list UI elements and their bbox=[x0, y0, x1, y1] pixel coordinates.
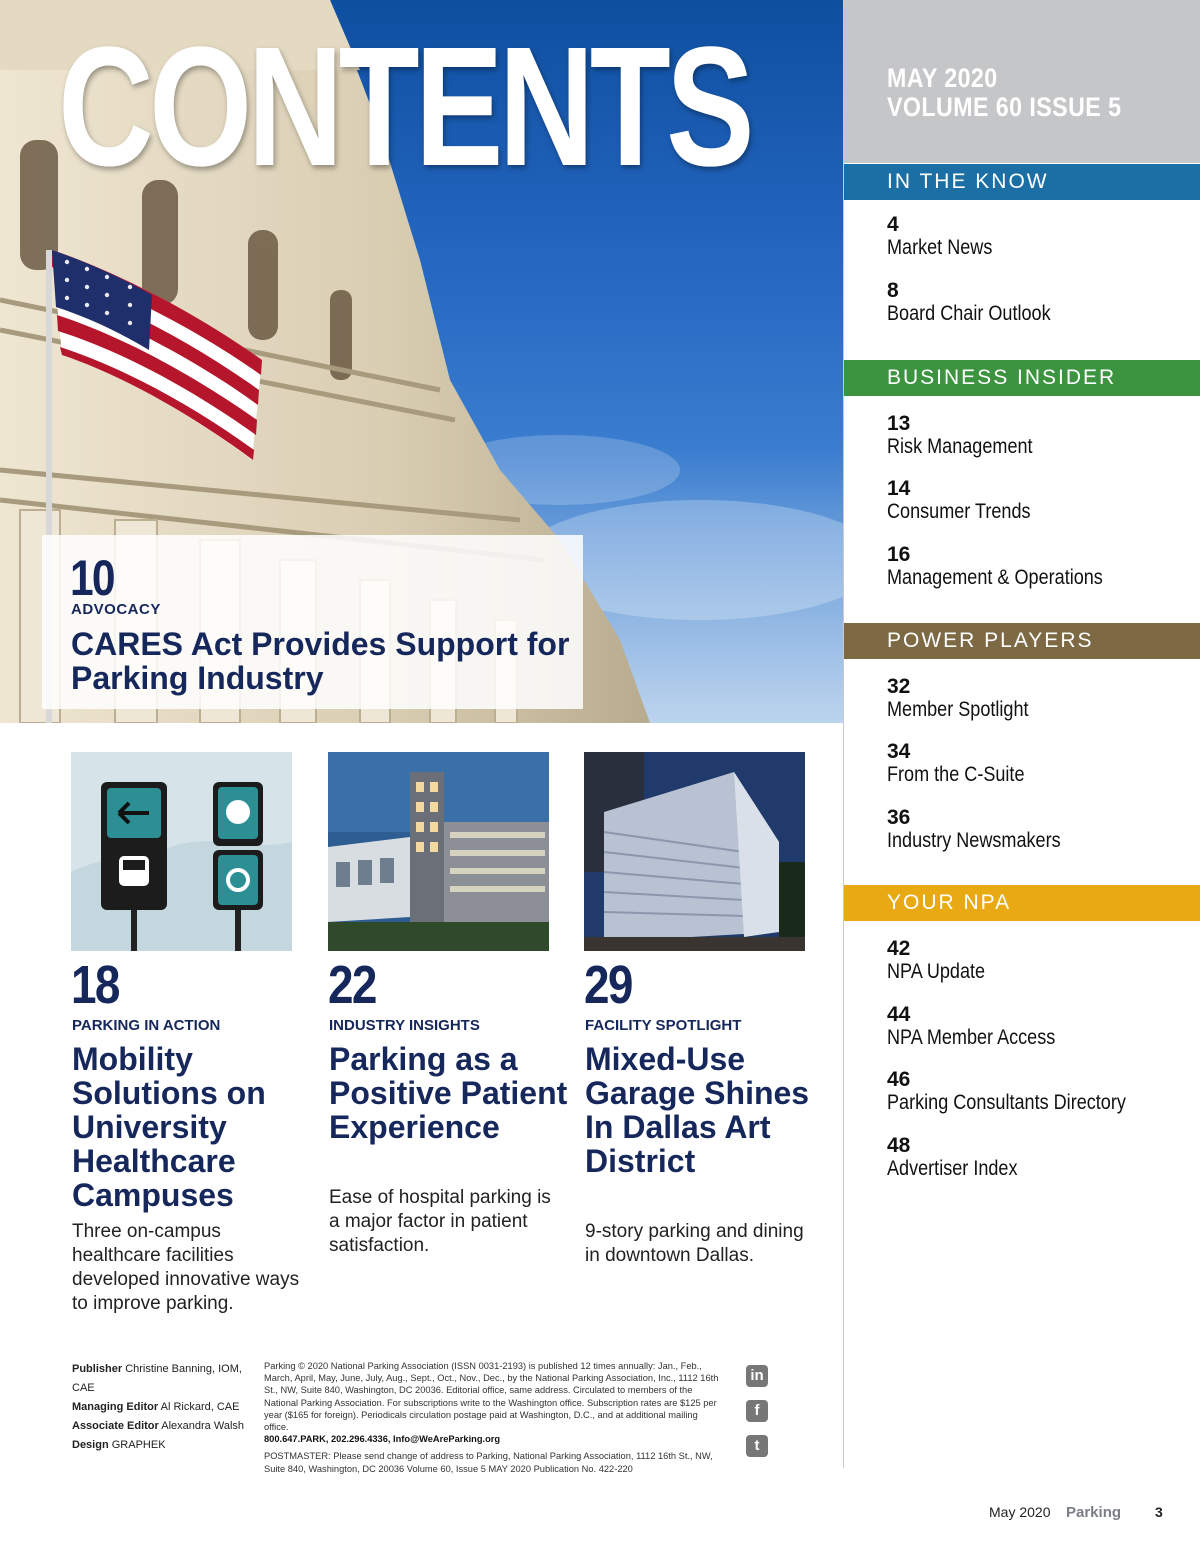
toc-page-number: 48 bbox=[887, 1134, 911, 1157]
toc-entry[interactable] bbox=[887, 478, 1197, 524]
feature-story[interactable] bbox=[42, 535, 583, 709]
toc-entry[interactable] bbox=[887, 413, 1197, 459]
mixed-use-garage-image bbox=[584, 752, 805, 951]
article-category: PARKING IN ACTION bbox=[72, 1017, 221, 1034]
toc-page-number: 16 bbox=[887, 543, 911, 566]
article-title: Parking as a Positive Patient Experience bbox=[329, 1041, 568, 1145]
toc-entry[interactable] bbox=[887, 938, 1197, 984]
tumblr-icon[interactable]: t bbox=[746, 1435, 768, 1457]
publication-statement bbox=[264, 1360, 720, 1480]
toc-page-number: 42 bbox=[887, 937, 911, 960]
toc-label: Management & Operations bbox=[887, 566, 1103, 589]
toc-label: Risk Management bbox=[887, 435, 1033, 458]
toc-entry[interactable] bbox=[887, 214, 1197, 260]
linkedin-icon[interactable]: in bbox=[746, 1365, 768, 1387]
toc-page-number: 14 bbox=[887, 477, 911, 500]
masthead bbox=[72, 1360, 252, 1455]
postmaster-notice: POSTMASTER: Please send change of address to Parking, National Parking Association, 1112 16th St., NW, Suite 840, Washington, DC 20036 Volume 60, Issue 5 MAY 2020 Publication No. 422-220 bbox=[264, 1451, 713, 1474]
legal-statement: Parking © 2020 National Parking Association (ISSN 0031-2193) is published 12 times annually: Jan., Feb., March, April, May, June, July, Aug., Sept., Oct., Nov., Dec., by the National Parking Association, Inc., 1112 16th St., NW, Suite 840, Washington, DC 20036. Editorial office, same address. Circulated to members of the National Parking Association. For subscriptions write to the Washington office. Subscription rates are $125 per year ($165 for foreign). Periodicals circulation postage paid at Washington, D.C., and at additional mailing office. 800.647.PARK, 202.296.4336, Info@WeAreParking.org bbox=[264, 1361, 719, 1445]
toc-entry[interactable] bbox=[887, 1135, 1197, 1181]
toc-entry[interactable] bbox=[887, 544, 1197, 590]
toc-entry[interactable] bbox=[887, 676, 1197, 722]
masthead-line: Managing Editor Al Rickard, CAE bbox=[72, 1401, 240, 1413]
article-page-number: 18 bbox=[71, 955, 119, 1015]
toc-entry[interactable] bbox=[887, 280, 1197, 326]
toc-label: NPA Update bbox=[887, 960, 986, 983]
masthead-line: Design GRAPHEK bbox=[72, 1439, 166, 1451]
toc-page-number: 34 bbox=[887, 740, 911, 763]
footer-date: May 2020 bbox=[989, 1504, 1051, 1520]
page-number: 3 bbox=[1155, 1504, 1163, 1520]
section-header-in-the-know: IN THE KNOW bbox=[844, 164, 1200, 200]
section-header-your-npa: YOUR NPA bbox=[844, 885, 1200, 921]
toc-label: Market News bbox=[887, 236, 993, 259]
contact-info: 800.647.PARK, 202.296.4336, Info@WeAreParking.org bbox=[264, 1434, 501, 1445]
issue-info bbox=[844, 0, 1200, 163]
issue-date: MAY 2020 bbox=[887, 63, 998, 93]
toc-label: Member Spotlight bbox=[887, 698, 1029, 721]
page-title: CONTENTS bbox=[58, 12, 750, 202]
section-header-business-insider: BUSINESS INSIDER bbox=[844, 360, 1200, 396]
toc-page-number: 8 bbox=[887, 279, 899, 302]
masthead-line: Publisher Christine Banning, IOM, CAE bbox=[72, 1363, 242, 1394]
feature-category: ADVOCACY bbox=[71, 601, 161, 618]
toc-entry[interactable] bbox=[887, 1069, 1197, 1115]
article-description: Three on-campus healthcare facilities developed innovative ways to improve parking. bbox=[72, 1221, 300, 1314]
feature-page-number: 10 bbox=[70, 550, 114, 606]
toc-entry[interactable] bbox=[887, 1004, 1197, 1050]
article-category: INDUSTRY INSIGHTS bbox=[329, 1017, 480, 1034]
toc-label: Parking Consultants Directory bbox=[887, 1091, 1126, 1114]
toc-label: Advertiser Index bbox=[887, 1157, 1018, 1180]
toc-page-number: 44 bbox=[887, 1003, 911, 1026]
article-page-number: 22 bbox=[328, 955, 376, 1015]
toc-label: Industry Newsmakers bbox=[887, 829, 1061, 852]
toc-label: Board Chair Outlook bbox=[887, 302, 1051, 325]
toc-page-number: 46 bbox=[887, 1068, 911, 1091]
toc-label: NPA Member Access bbox=[887, 1026, 1056, 1049]
hero-image bbox=[0, 0, 843, 723]
feature-title: CARES Act Provides Support for Parking Industry bbox=[71, 626, 570, 696]
article-description: Ease of hospital parking is a major factor in patient satisfaction. bbox=[329, 1187, 551, 1256]
toc-entry[interactable] bbox=[887, 741, 1197, 787]
article-title: Mixed-Use Garage Shines In Dallas Art District bbox=[585, 1041, 810, 1179]
table-of-contents-sidebar bbox=[843, 0, 1200, 1468]
article-title: Mobility Solutions on University Healthcare Campuses bbox=[72, 1041, 266, 1213]
masthead-line: Associate Editor Alexandra Walsh bbox=[72, 1420, 245, 1432]
article-page-number: 29 bbox=[584, 955, 632, 1015]
toc-label: Consumer Trends bbox=[887, 500, 1031, 523]
issue-volume: VOLUME 60 ISSUE 5 bbox=[887, 92, 1122, 122]
facebook-icon[interactable]: f bbox=[746, 1400, 768, 1422]
footer-magazine-name: Parking bbox=[1066, 1504, 1122, 1521]
toc-entry[interactable] bbox=[887, 807, 1197, 853]
mobility-signs-image bbox=[71, 752, 292, 951]
hospital-garage-image bbox=[328, 752, 549, 951]
article-category: FACILITY SPOTLIGHT bbox=[585, 1017, 742, 1034]
section-header-power-players: POWER PLAYERS bbox=[844, 623, 1200, 659]
toc-page-number: 36 bbox=[887, 806, 911, 829]
toc-label: From the C-Suite bbox=[887, 763, 1025, 786]
article-description: 9-story parking and dining in downtown Dallas. bbox=[585, 1221, 804, 1266]
toc-page-number: 13 bbox=[887, 412, 911, 435]
toc-page-number: 4 bbox=[887, 213, 899, 236]
toc-page-number: 32 bbox=[887, 675, 911, 698]
